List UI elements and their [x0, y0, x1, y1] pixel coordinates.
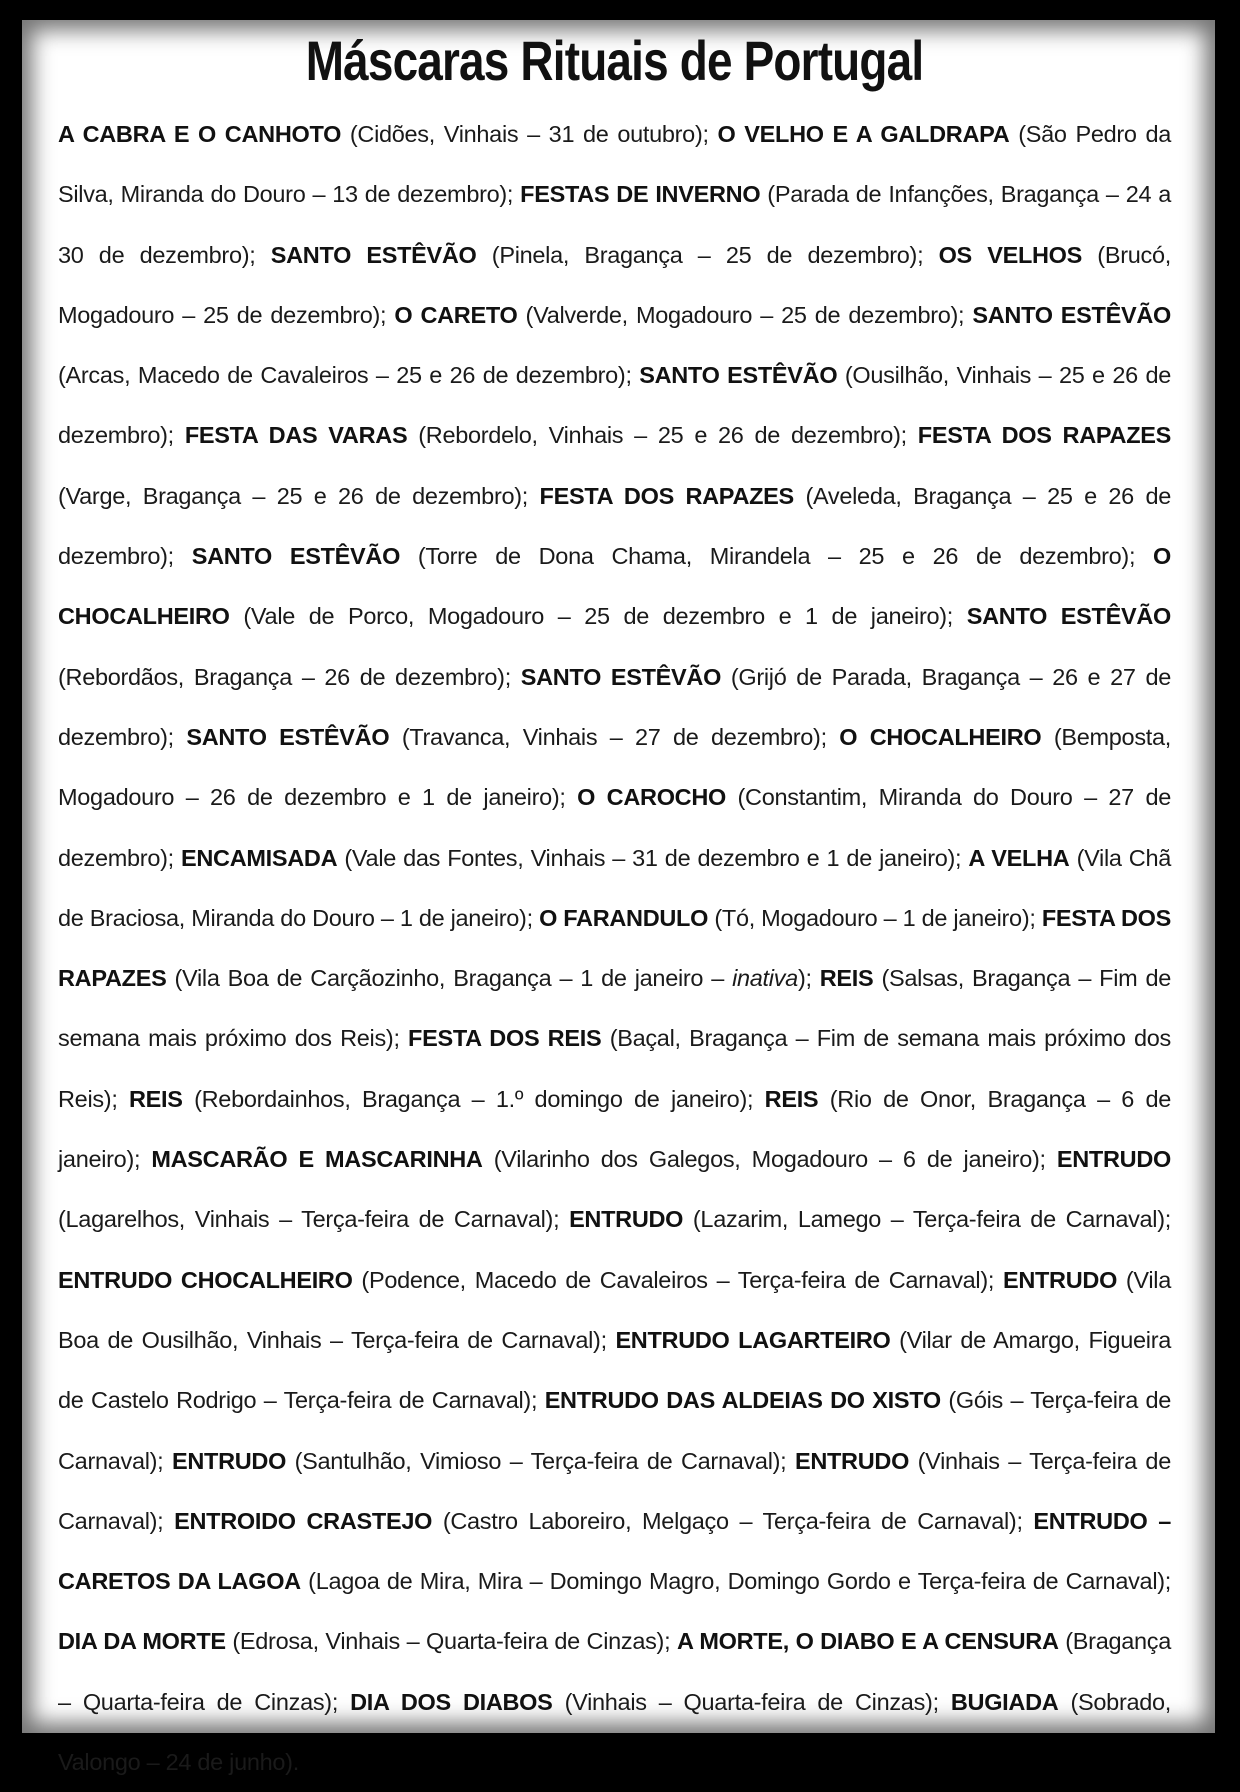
entry-separator: .: [292, 1749, 299, 1776]
entry-details: (Sobrado, Valongo – 24 de junho): [58, 1688, 1172, 1776]
entry-details: (Vinhais – Terça-feira de Carnaval): [58, 1447, 1171, 1534]
entry-details: (Santulhão, Vimioso – Terça-feira de Carnaval): [294, 1447, 781, 1474]
mask-entry: [192, 543, 1153, 569]
entry-name: SANTO ESTÊVÃO: [966, 603, 1171, 630]
entry-separator: ;: [133, 1146, 152, 1173]
entry-details: (Vila Boa de Ousilhão, Vinhais – Terça-feira de Carnaval): [58, 1266, 1171, 1353]
entry-separator: ;: [932, 1688, 951, 1715]
entry-name: A CABRA E O CANHOTO: [58, 121, 342, 147]
entry-separator: ;: [393, 1025, 409, 1052]
mask-entry: [185, 422, 918, 448]
entry-name: ENTRUDO: [569, 1206, 684, 1233]
entry-separator: ;: [955, 844, 969, 871]
entry-separator: ;: [526, 904, 540, 931]
page-title: Máscaras Rituais de Portugal: [305, 29, 924, 92]
entry-name: ENTRUDO LAGARTEIRO: [615, 1326, 891, 1353]
entry-details: (Podence, Macedo de Cavaleiros – Terça-feira de Carnaval): [361, 1266, 988, 1293]
entry-details: (Salsas, Bragança – Fim de semana mais próximo dos Reis): [58, 965, 1172, 1052]
entry-separator: ;: [664, 1628, 677, 1655]
mask-entry: [350, 1689, 951, 1715]
entry-separator: ;: [987, 1266, 1003, 1293]
entry-details: (Rebordelo, Vinhais – 25 e 26 de dezembro): [418, 422, 901, 449]
entry-details: (Góis – Terça-feira de Carnaval): [58, 1387, 1171, 1474]
mask-entry: [174, 1508, 1033, 1534]
entry-name: FESTA DOS RAPAZES: [539, 482, 794, 509]
entry-name: DIA DA MORTE: [58, 1628, 226, 1655]
entry-separator: ;: [167, 422, 185, 449]
entry-separator: ;: [780, 1447, 795, 1474]
entry-details: (Baçal, Bragança – Fim de semana mais próximo dos Reis): [58, 1025, 1171, 1112]
mask-entry: [271, 242, 939, 268]
mask-entry: [172, 1448, 795, 1474]
mask-entry: [58, 1628, 677, 1654]
entry-details: (Grijó de Parada, Bragança – 26 e 27 de dezembro): [58, 663, 1171, 750]
entry-name: O VELHO E A GALDRAPA: [717, 121, 1010, 147]
entry-details: (Torre de Dona Chama, Mirandela – 25 e 26 de dezembro): [417, 543, 1129, 570]
entry-name: O FARANDULO: [539, 904, 709, 931]
mask-entry: [539, 905, 1042, 931]
entry-name: ENTROIDO CRASTEJO: [174, 1507, 433, 1534]
entry-name: FESTA DOS REIS: [408, 1025, 602, 1052]
entry-name: ENTRUDO: [794, 1447, 910, 1474]
mask-entry: [58, 1267, 1003, 1293]
entry-name: ENTRUDO: [171, 1447, 287, 1474]
entry-separator: ;: [1164, 1206, 1171, 1233]
entry-name: ENTRUDO DAS ALDEIAS DO XISTO: [544, 1387, 941, 1414]
entry-separator: ;: [506, 181, 521, 208]
entry-separator: ;: [746, 1085, 765, 1112]
entry-details: (Castro Laboreiro, Melgaço – Terça-feira de Carnaval): [442, 1507, 1017, 1534]
mask-entry: [58, 121, 718, 147]
entry-name: ENCAMISADA: [180, 844, 338, 871]
entry-separator: ;: [1029, 904, 1042, 931]
entry-details: (Vila Boa de Carçãozinho, Bragança – 1 de janeiro –: [174, 965, 733, 992]
entry-details: (Bragança – Quarta-feira de Cinzas): [58, 1628, 1172, 1715]
entry-separator: ;: [521, 482, 540, 509]
entry-name: SANTO ESTÊVÃO: [191, 543, 401, 570]
entry-name: A VELHA: [968, 844, 1070, 871]
entry-name: REIS: [129, 1085, 183, 1112]
document-sheet: [22, 20, 1215, 1776]
entry-separator: ;: [625, 362, 640, 389]
entry-name: O CHOCALHEIRO: [839, 723, 1042, 750]
entry-separator: ;: [167, 543, 192, 570]
entry-details: (Rio de Onor, Bragança – 6 de janeiro): [58, 1085, 1172, 1173]
mask-entry: [394, 302, 972, 328]
entry-name: ENTRUDO – CARETOS DA LAGOA: [58, 1507, 1171, 1595]
entry-details: (Brucó, Mogadouro – 25 de dezembro): [58, 241, 1171, 328]
entry-name: A MORTE, O DIABO E A CENSURA: [676, 1628, 1059, 1655]
entry-details-end: ): [797, 965, 806, 992]
entry-details: (Edrosa, Vinhais – Quarta-feira de Cinzas): [232, 1628, 665, 1655]
entry-separator: ;: [958, 301, 973, 328]
entry-details: (Vale de Porco, Mogadouro – 25 de dezembro e 1 de janeiro): [243, 603, 947, 630]
entry-name: O CARETO: [394, 301, 518, 328]
entry-details: (Lagarelhos, Vinhais – Terça-feira de Carnaval): [58, 1206, 554, 1233]
entry-details: (Lazarim, Lamego – Terça-feira de Carnaval): [692, 1206, 1165, 1233]
entry-separator: ;: [111, 1085, 130, 1112]
entry-name: O CHOCALHEIRO: [58, 543, 1171, 630]
entry-name: REIS: [764, 1085, 819, 1112]
entry-details: (Travanca, Vinhais – 27 de dezembro): [401, 723, 821, 750]
entry-separator: ;: [900, 422, 918, 449]
entry-name: SANTO ESTÊVÃO: [639, 362, 838, 389]
entry-details: (Vila Chã de Braciosa, Miranda do Douro – 1 de janeiro): [58, 844, 1171, 931]
entry-details: (Parada de Infanções, Bragança – 24 a 30 de dezembro): [58, 181, 1171, 268]
entry-details: (Pinela, Bragança – 25 de dezembro): [491, 241, 918, 268]
entry-note: inativa: [732, 965, 798, 992]
mask-entry: [186, 724, 839, 750]
entry-name: ENTRUDO CHOCALHEIRO: [58, 1266, 353, 1293]
entry-details: (São Pedro da Silva, Miranda do Douro – 13 de dezembro): [58, 121, 1171, 208]
entry-details: (Constantim, Miranda do Douro – 27 de dezembro): [58, 784, 1171, 871]
entry-name: BUGIADA: [950, 1688, 1059, 1715]
entry-separator: ;: [167, 723, 187, 750]
entry-separator: ;: [805, 965, 820, 992]
entry-separator: ;: [504, 663, 521, 690]
entry-separator: ;: [1039, 1146, 1057, 1173]
entry-details: (Vinhais – Quarta-feira de Cinzas): [564, 1688, 933, 1715]
entry-separator: ;: [1128, 543, 1154, 570]
entry-separator: ;: [157, 1447, 172, 1474]
mask-entry: [569, 1206, 1171, 1232]
entry-separator: ;: [820, 723, 840, 750]
entry-details: (Vale das Fontes, Vinhais – 31 de dezembro e 1 de janeiro): [344, 844, 956, 871]
entry-separator: ;: [331, 1688, 351, 1715]
entry-details: (Vilarinho dos Galegos, Mogadouro – 6 de janeiro): [493, 1146, 1040, 1173]
entry-name: O CAROCHO: [577, 784, 726, 811]
entry-separator: ;: [167, 844, 181, 871]
entry-details: (Rebordainhos, Bragança – 1.º domingo de janeiro): [194, 1085, 747, 1112]
entry-separator: ;: [380, 301, 395, 328]
entry-name: SANTO ESTÊVÃO: [972, 301, 1171, 328]
entry-details: (Vilar de Amargo, Figueira de Castelo Rodrigo – Terça-feira de Carnaval): [58, 1326, 1171, 1414]
entry-details: (Valverde, Mogadouro – 25 de dezembro): [525, 301, 959, 328]
entry-name: ENTRUDO: [1056, 1146, 1171, 1173]
entry-separator: ;: [1016, 1507, 1034, 1534]
mask-entry: [151, 1146, 1057, 1172]
entry-name: SANTO ESTÊVÃO: [270, 241, 477, 268]
entry-separator: ;: [917, 241, 939, 268]
entry-details: (Tó, Mogadouro – 1 de janeiro): [714, 904, 1030, 931]
entry-name: OS VELHOS: [938, 241, 1083, 268]
entry-name: DIA DOS DIABOS: [350, 1688, 553, 1715]
entry-separator: ;: [553, 1206, 570, 1233]
entry-details: (Arcas, Macedo de Cavaleiros – 25 e 26 de dezembro): [58, 362, 626, 389]
entry-details: (Cidões, Vinhais – 31 de outubro): [349, 121, 703, 147]
entry-details: (Ousilhão, Vinhais – 25 e 26 de dezembro): [58, 362, 1171, 449]
entry-name: FESTA DOS RAPAZES: [58, 904, 1172, 992]
entry-details: (Bemposta, Mogadouro – 26 de dezembro e 1 de janeiro): [58, 723, 1172, 811]
entry-separator: ;: [530, 1387, 545, 1414]
entry-details: (Lagoa de Mira, Mira – Domingo Magro, Domingo Gordo e Terça-feira de Carnaval): [308, 1568, 1165, 1595]
entry-details: (Varge, Bragança – 25 e 26 de dezembro): [58, 482, 522, 509]
entry-name: MASCARÃO E MASCARINHA: [151, 1146, 483, 1173]
entry-separator: ;: [157, 1507, 175, 1534]
entry-details: (Rebordãos, Bragança – 26 de dezembro): [58, 663, 505, 690]
entry-name: SANTO ESTÊVÃO: [520, 663, 722, 690]
entry-separator: ;: [249, 241, 271, 268]
entry-separator: ;: [702, 121, 718, 147]
entry-name: SANTO ESTÊVÃO: [186, 723, 390, 750]
mask-entry: [181, 845, 968, 871]
mask-entry: [129, 1086, 765, 1112]
entry-separator: ;: [946, 603, 967, 630]
entry-name: FESTAS DE INVERNO: [520, 181, 761, 208]
entries-paragraph: [58, 104, 1171, 1792]
entry-separator: ;: [559, 784, 578, 811]
entry-name: REIS: [819, 965, 874, 992]
entry-name: ENTRUDO: [1002, 1266, 1118, 1293]
entry-name: FESTA DOS RAPAZES: [917, 422, 1172, 449]
entry-details: (Aveleda, Bragança – 25 e 26 de dezembro): [58, 482, 1171, 570]
entry-separator: ;: [600, 1326, 616, 1353]
entry-name: FESTA DAS VARAS: [184, 422, 408, 449]
entry-separator: ;: [1164, 1568, 1171, 1595]
